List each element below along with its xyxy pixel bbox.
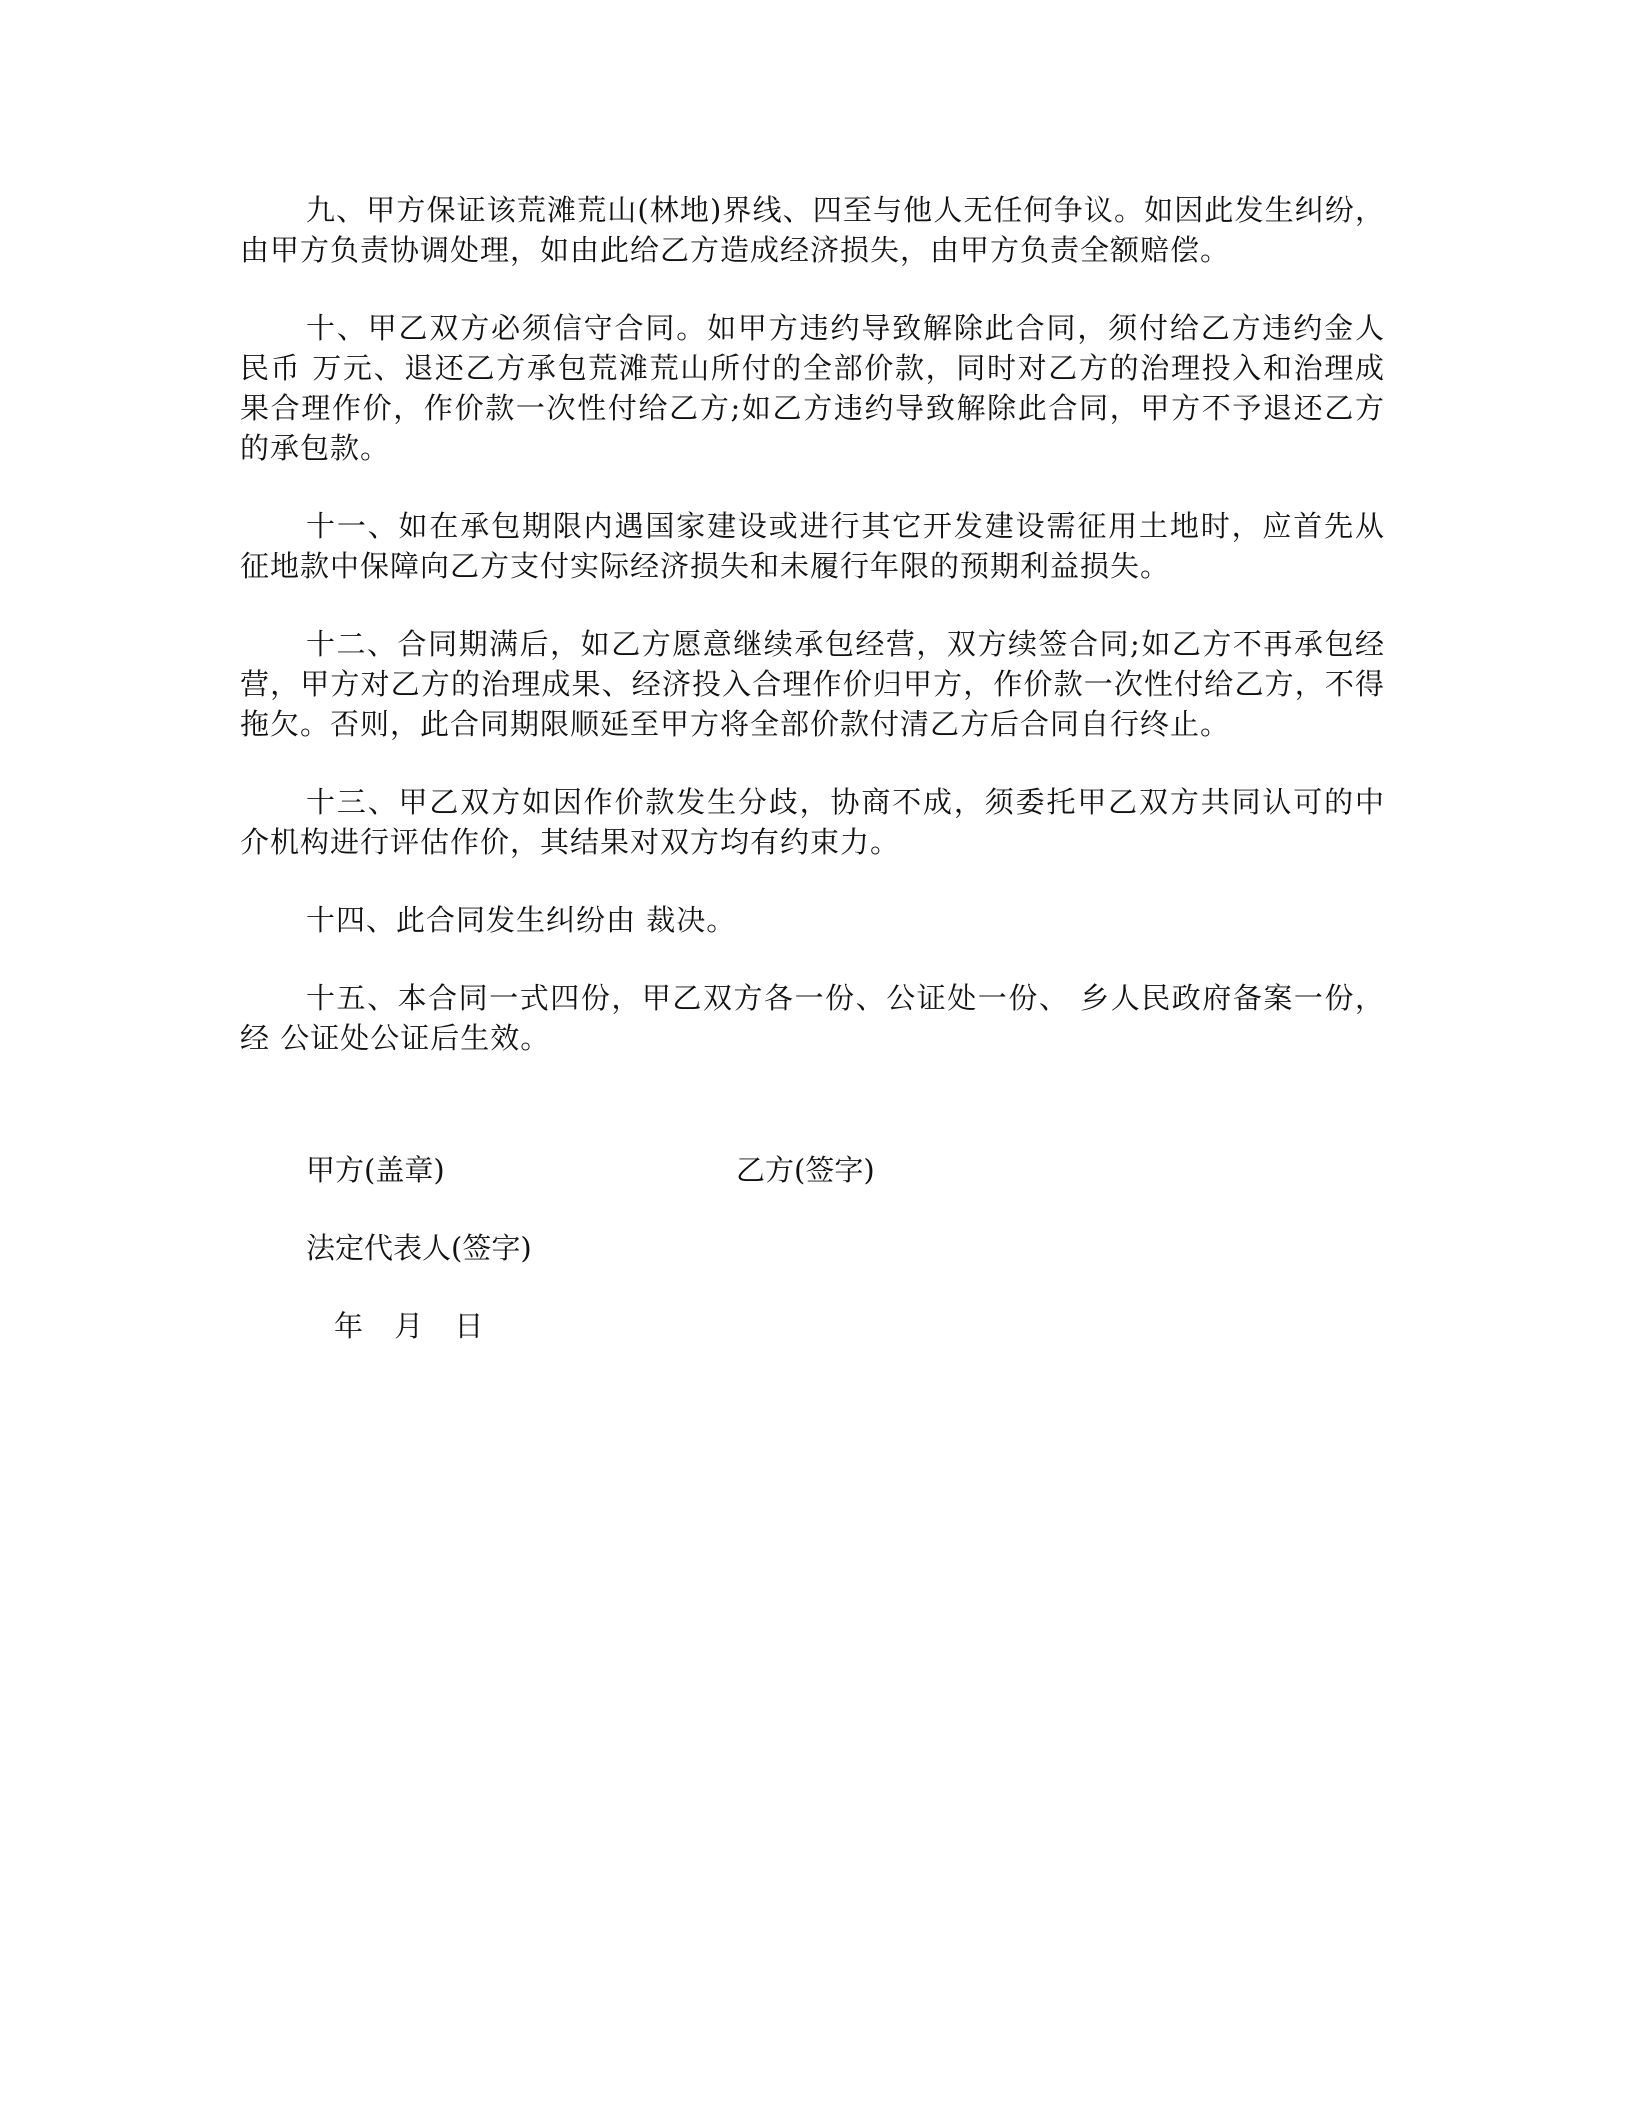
clause-10: 十、甲乙双方必须信守合同。如甲方违约导致解除此合同，须付给乙方违约金人民币 万元、退还乙方承包荒滩荒山所付的全部价款，同时对乙方的治理投入和治理成果合理作价，作价款一次性付给乙方;如乙方违约导致解除此合同，甲方不予退还乙方的承包款。 <box>240 311 1385 465</box>
clause-14: 十四、此合同发生纠纷由 裁决。 <box>306 903 737 937</box>
clause-13: 十三、甲乙双方如因作价款发生分歧，协商不成，须委托甲乙双方共同认可的中介机构进行评估作价，其结果对双方均有约束力。 <box>240 785 1385 859</box>
signing-date: 年 月 日 <box>334 1309 484 1343</box>
clause-15: 十五、本合同一式四份，甲乙双方各一份、公证处一份、 乡人民政府备案一份，经 公证处公证后生效。 <box>240 981 1385 1055</box>
clause-11: 十一、如在承包期限内遇国家建设或进行其它开发建设需征用土地时，应首先从征地款中保障向乙方支付实际经济损失和未履行年限的预期利益损失。 <box>240 509 1385 583</box>
legal-representative-label: 法定代表人(签字) <box>306 1231 532 1265</box>
clause-9: 九、甲方保证该荒滩荒山(林地)界线、四至与他人无任何争议。如因此发生纠纷，由甲方负责协调处理，如由此给乙方造成经济损失，由甲方负责全额赔偿。 <box>240 193 1385 267</box>
signature-block <box>306 1150 1306 1384</box>
party-b-signature-label: 乙方(签字) <box>736 1153 875 1187</box>
legal-rep-row <box>306 1228 1306 1268</box>
date-row <box>306 1306 1306 1346</box>
signature-parties-row <box>306 1150 1306 1190</box>
contract-clauses <box>240 190 1385 1096</box>
party-a-seal-label: 甲方(盖章) <box>306 1153 445 1187</box>
clause-12: 十二、合同期满后，如乙方愿意继续承包经营，双方续签合同;如乙方不再承包经营，甲方对乙方的治理成果、经济投入合理作价归甲方，作价款一次性付给乙方，不得拖欠。否则，此合同期限顺延至甲方将全部价款付清乙方后合同自行终止。 <box>240 627 1385 741</box>
